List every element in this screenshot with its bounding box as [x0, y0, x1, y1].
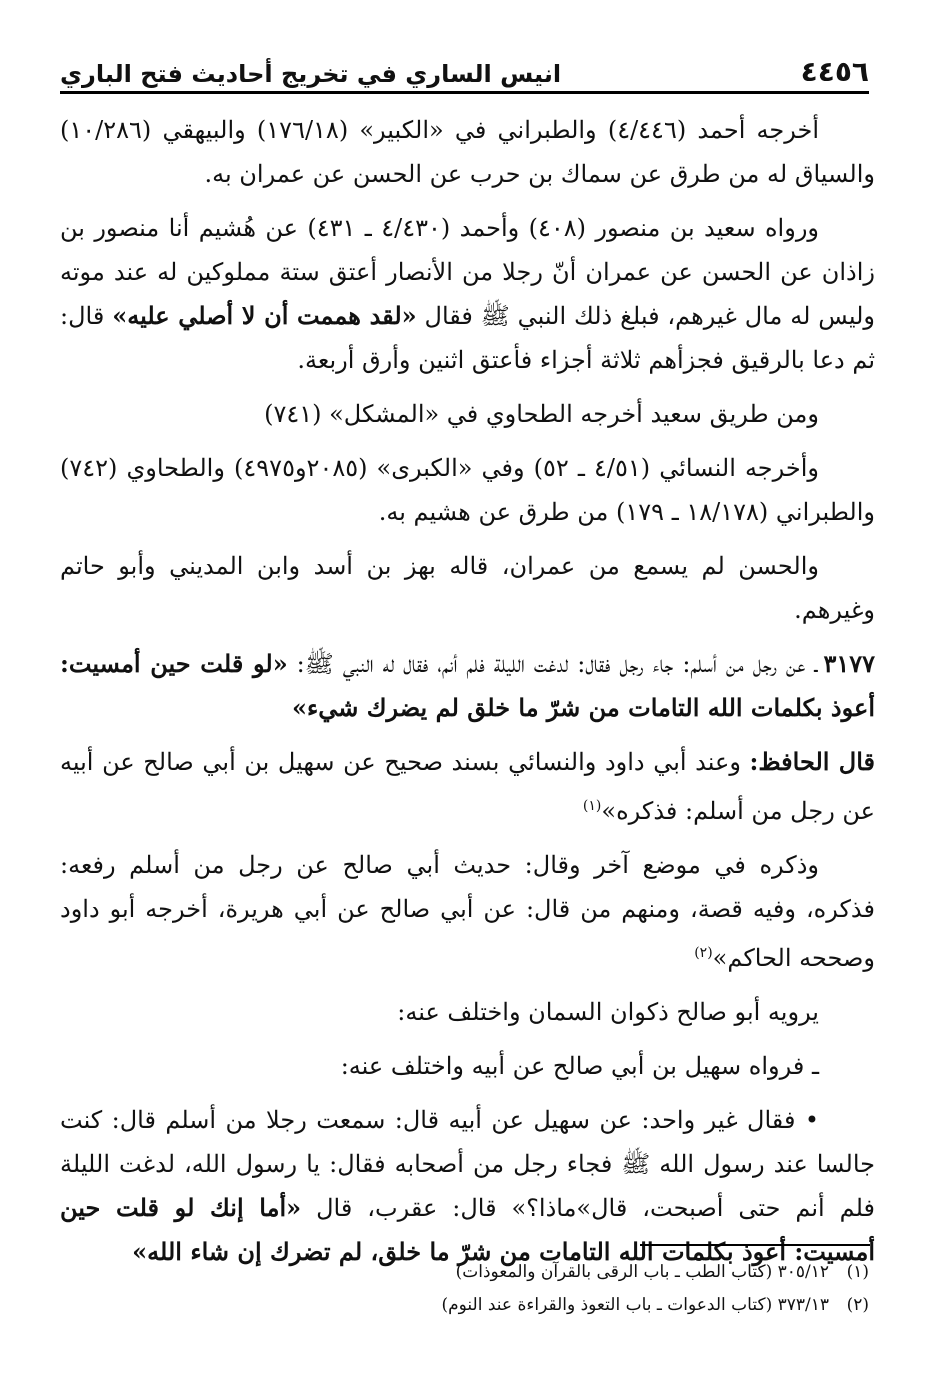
- bullet-paragraph: • فقال غير واحد: عن سهيل عن أبيه قال: سمعت رجلا من أسلم قال: كنت جالسا عند رسول الله ﷺ فجاء رجل من أصحابه فقال: يا رسول الله، لدغت الليلة فلم أنم حتى أصبحت، قال»ماذا؟» قال: عقرب، قال «أما إنك لو قلت حين أمسيت: أعوذ بكلمات الله التامات من شرّ ما خلق، لم تضرك إن شاء الله»: [60, 1106, 876, 1266]
- farawah-line: ـ فرواه سهيل بن أبي صالح عن أبيه واختلف عنه:: [340, 1052, 819, 1080]
- footnotes: [60, 1256, 869, 1322]
- paragraph-said: ورواه سعيد بن منصور (٤٠٨) وأحمد (٤/٤٣٠ ـ ٤٣١) عن هُشيم أنا منصور بن زاذان عن الحسن عن عمران أنّ رجلا من الأنصار أعتق ستة مملوكين له عند موته وليس له مال غيرهم، فبلغ ذلك النبي ﷺ فقال «لقد هممت أن لا أصلي عليه» قال: ثم دعا بالرقيق فجزأهم ثلاثة أجزاء فأعتق اثنين وأرق أربعة.: [60, 214, 876, 374]
- running-title: انيس الساري في تخريج أحاديث فتح الباري: [60, 60, 562, 88]
- paragraph-ahmad: أخرجه أحمد (٤/٤٤٦) والطبراني في «الكبير» (١٧٦/١٨) والبيهقي (١٠/٢٨٦) والسياق له من طرق عن سماك بن حرب عن الحسن عن عمران به.: [60, 116, 875, 188]
- main-text: [60, 108, 875, 1284]
- footnote-ref-1: (١): [582, 798, 602, 814]
- hadith-entry: ٣١٧٧ـ عن رجل من أسلم: جاء رجل فقال: لدغت الليلة فلم أنم، فقال له النبي ﷺ: «لو قلت حين أمسيت: أعوذ بكلمات الله التامات من شرّ ما خلق لم يضرك شيء»: [60, 649, 875, 722]
- paragraph-tahawi: ومن طريق سعيد أخرجه الطحاوي في «المشكل» (٧٤١): [264, 400, 819, 428]
- hadith-number: ٣١٧٧: [823, 649, 875, 678]
- hadith-matn: «لو قلت حين أمسيت: أعوذ بكلمات الله التامات من شرّ ما خلق لم يضرك شيء»: [60, 649, 875, 722]
- footnote-ref-2: (٢): [694, 945, 713, 961]
- page-number: ٤٤٥٦: [800, 55, 869, 88]
- hafiz-label: قال الحافظ:: [749, 747, 875, 776]
- dhikr-paragraph: وذكره في موضع آخر وقال: حديث أبي صالح عن رجل من أسلم رفعه: فذكره، وفيه قصة، ومنهم من قال: عن أبي صالح عن أبي هريرة، أخرجه أبو داود وصححه الحاكم»$^{(٢)}$: [60, 851, 875, 972]
- footnote-rule: [640, 1244, 870, 1246]
- footnote-2: (٢)٣٧٣/١٣ (كتاب الدعوات ـ باب التعوذ والقراءة عند النوم): [441, 1295, 869, 1315]
- yarwih-line: يرويه أبو صالح ذكوان السمان واختلف عنه:: [397, 998, 819, 1026]
- paragraph-hasan: والحسن لم يسمع من عمران، قاله بهز بن أسد وابن المديني وأبو حاتم وغيرهم.: [60, 552, 875, 624]
- page-header: [60, 48, 869, 88]
- hafiz-paragraph: قال الحافظ: وعند أبي داود والنسائي بسند صحيح عن سهيل بن أبي صالح عن أبيه عن رجل من أسلم: فذكره»$^{(١)}$: [60, 747, 875, 825]
- header-rule: [60, 91, 869, 94]
- paragraph-nasai: وأخرجه النسائي (٤/٥١ ـ ٥٢) وفي «الكبرى» (٢٠٨٥و٤٩٧٥) والطحاوي (٧٤٢) والطبراني (١٨/١٧٨ ـ ١٧٩) من طرق عن هشيم به.: [60, 454, 875, 526]
- footnote-1: (١)٣٠٥/١٢ (كتاب الطب ـ باب الرقى بالقرآن والمعوذات): [455, 1262, 869, 1282]
